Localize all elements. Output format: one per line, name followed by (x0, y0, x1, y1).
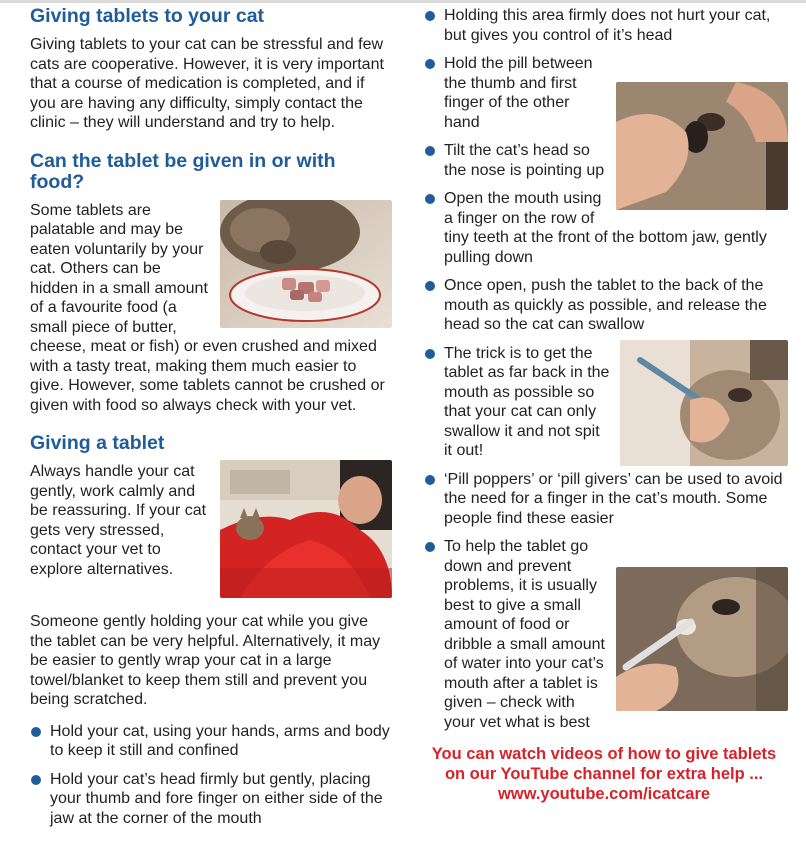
list-item: Hold your cat’s head firmly but gently, placing your thumb and fore finger on either side of the jaw at the corner of the mouth (30, 770, 392, 829)
photo-pill-popper (620, 340, 788, 466)
right-column (424, 6, 784, 804)
left-bullet-list (30, 722, 392, 829)
list-item: To help the tablet go down and prevent problems, it is usually best to give a small amount of food or dribble a small amount of water into your cat’s mouth after a tablet is given – check with your vet what is best (424, 537, 784, 732)
left-column (30, 6, 392, 837)
list-item: The trick is to get the tablet as far back in the mouth as possible so that your cat can only swallow it and not spit it out! (424, 344, 784, 461)
list-item: Open the mouth using a finger on the row of tiny teeth at the front of the bottom jaw, gently pulling down (424, 189, 784, 267)
photo-cat-eating-food (220, 200, 392, 328)
heading-giving-a-tablet: Giving a tablet (30, 432, 165, 454)
heading-tablet-with-food: Can the tablet be given in or with food? (30, 149, 336, 193)
intro-paragraph: Giving tablets to your cat can be stressful and few cats are cooperative. However, it is very important that a course of medication is completed, and if you are having any difficulty, simply contact the clinic – they will understand and try to help. (30, 36, 384, 131)
list-item: Tilt the cat’s head so the nose is pointing up (424, 141, 784, 180)
photo-cat-in-red-towel (220, 460, 392, 598)
top-divider (0, 0, 806, 3)
heading-giving-tablets: Giving tablets to your cat (30, 5, 265, 27)
list-item: Hold your cat, using your hands, arms and body to keep it still and confined (30, 722, 392, 761)
handle-paragraph: Always handle your cat gently, work calmly and be reassuring. If your cat gets very stressed, contact your vet to explore alternatives. (30, 463, 207, 578)
right-bullet-list (424, 6, 784, 732)
youtube-callout: You can watch videos of how to give tablets on our YouTube channel for extra help ... www.youtube.com/icatcare (431, 745, 777, 803)
photo-water-syringe (616, 567, 788, 711)
list-item: Once open, push the tablet to the back of the mouth as quickly as possible, and release the head so the cat can swallow (424, 276, 784, 335)
holding-paragraph: Someone gently holding your cat while you give the tablet can be very helpful. Alternatively, it may be easier to gently wrap your cat in a large towel/blanket to keep them still and prevent you being scratched. (30, 613, 381, 708)
list-item: Holding this area firmly does not hurt your cat, but gives you control of it’s head (424, 6, 784, 45)
list-item: ‘Pill poppers’ or ‘pill givers’ can be used to avoid the need for a finger in the cat’s mouth. Some people find these easier (424, 470, 784, 529)
food-paragraph: Some tablets are palatable and may be eaten voluntarily by your cat. Others can be hidden in a small amount of a favourite food (a small piece of butter, cheese, meat or fish) or even crushed and mixed with a tasty treat, making them much easier to give. However, some tablets cannot be crushed or given with food so always check with your vet. (30, 201, 385, 414)
list-item: Hold the pill between the thumb and first finger of the other hand (424, 54, 784, 132)
